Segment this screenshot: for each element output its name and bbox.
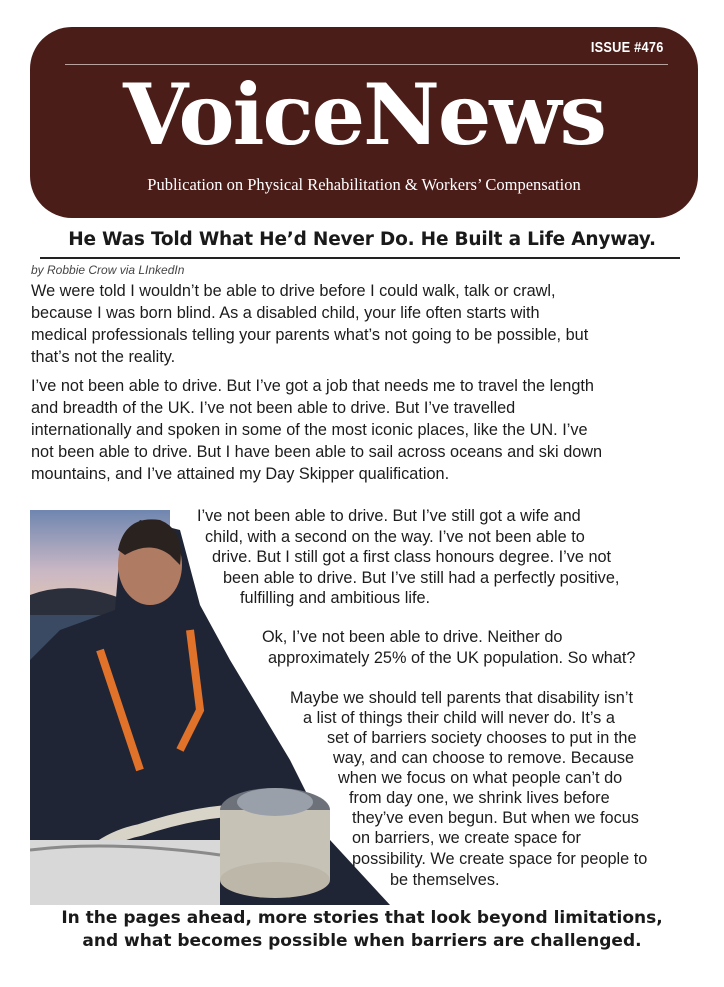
- publication-tagline: Publication on Physical Rehabilitation & Workers’ Compensation: [147, 175, 581, 194]
- text-line: be themselves.: [390, 871, 500, 889]
- text-line: that’s not the reality.: [31, 348, 176, 366]
- text-line: and breadth of the UK. I’ve not been able to drive. But I’ve travelled: [31, 399, 516, 417]
- text-line: because I was born blind. As a disabled child, your life often starts with: [31, 304, 540, 322]
- text-line: I’ve not been able to drive. But I’ve got a job that needs me to travel the length: [31, 377, 594, 395]
- text-line: approximately 25% of the UK population. So what?: [268, 649, 636, 667]
- publication-title: VoiceNews: [123, 65, 605, 164]
- text-line: set of barriers society chooses to put in the: [327, 729, 637, 747]
- closing-line: In the pages ahead, more stories that look beyond limitations,: [61, 908, 663, 928]
- text-line: mountains, and I’ve attained my Day Skipper qualification.: [31, 465, 450, 483]
- text-line: a list of things their child will never do. It’s a: [303, 709, 615, 727]
- text-line: when we focus on what people can’t do: [338, 769, 623, 787]
- issue-number: ISSUE #476: [591, 39, 664, 56]
- article-headline: He Was Told What He’d Never Do. He Built a Life Anyway.: [68, 229, 656, 250]
- text-line: been able to drive. But I’ve still had a perfectly positive,: [223, 569, 620, 587]
- text-line: I’ve not been able to drive. But I’ve still got a wife and: [197, 507, 581, 525]
- closing-statement: [0, 907, 724, 953]
- text-line: way, and can choose to remove. Because: [333, 749, 635, 767]
- text-line: Maybe we should tell parents that disability isn’t: [290, 689, 633, 707]
- text-line: they’ve even begun. But when we focus: [352, 809, 639, 827]
- byline: by Robbie Crow via LInkedIn: [31, 263, 185, 277]
- text-line: drive. But I still got a first class honours degree. I’ve not: [212, 548, 612, 566]
- headline-divider: [40, 257, 680, 259]
- text-line: child, with a second on the way. I’ve not been able to: [205, 528, 585, 546]
- text-line: We were told I wouldn’t be able to drive before I could walk, talk or crawl,: [31, 282, 556, 300]
- text-line: Ok, I’ve not been able to drive. Neither do: [262, 628, 563, 646]
- text-line: not been able to drive. But I have been able to sail across oceans and ski down: [31, 443, 603, 461]
- masthead: [30, 27, 698, 218]
- text-line: fulfilling and ambitious life.: [240, 589, 431, 607]
- text-line: internationally and spoken in some of the most iconic places, like the UN. I’ve: [31, 421, 588, 439]
- text-line: possibility. We create space for people to: [352, 850, 648, 868]
- text-line: from day one, we shrink lives before: [349, 789, 610, 807]
- closing-line: and what becomes possible when barriers are challenged.: [82, 931, 642, 951]
- text-line: medical professionals telling your parents what’s not going to be possible, but: [31, 326, 589, 344]
- text-line: on barriers, we create space for: [352, 829, 581, 847]
